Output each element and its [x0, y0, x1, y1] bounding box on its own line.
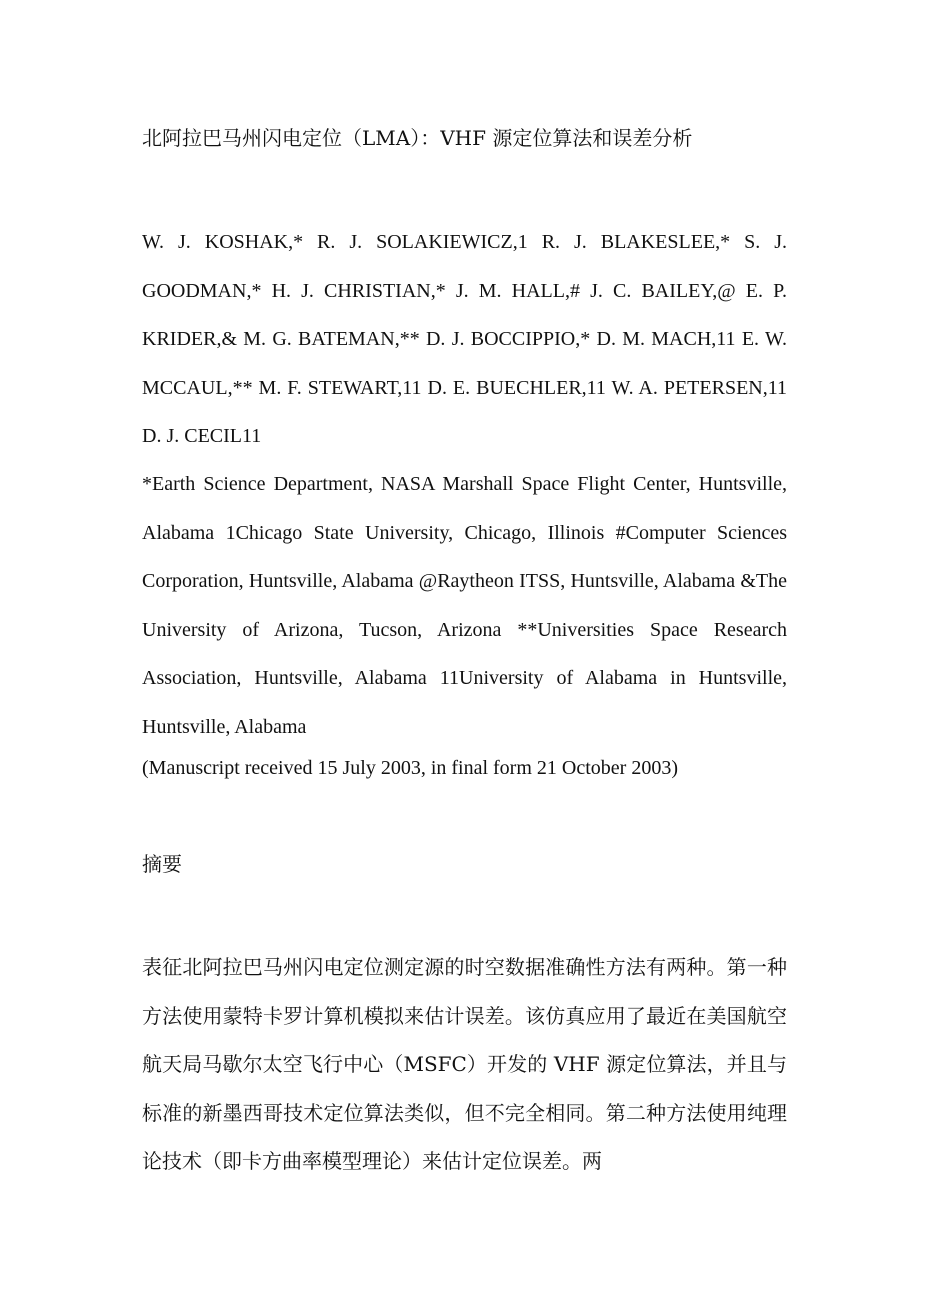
abstract-body: 表征北阿拉巴马州闪电定位测定源的时空数据准确性方法有两种。第一种方法使用蒙特卡罗计算机模拟来估计误差。该仿真应用了最近在美国航空航天局马歇尔太空飞行中心（MSFC）开发的 VHF 源定位算法，并且与标准的新墨西哥技术定位算法类似，但不完全相同。第二种方法使用纯理论技术（即卡方曲率模型理论）来估计定位误差。两	[142, 955, 787, 1173]
paper-title: 北阿拉巴马州闪电定位（LMA）：VHF 源定位算法和误差分析	[142, 126, 693, 150]
manuscript-received-note: (Manuscript received 15 July 2003, in final form 21 October 2003)	[142, 757, 678, 779]
abstract-heading: 摘要	[142, 852, 182, 876]
author-list: W. J. KOSHAK,* R. J. SOLAKIEWICZ,1 R. J. BLAKESLEE,* S. J. GOODMAN,* H. J. CHRISTIAN,* J. M. HALL,# J. C. BAILEY,@ E. P. KRIDER,& M. G. BATEMAN,** D. J. BOCCIPPIO,* D. M. MACH,11 E. W. MCCAUL,** M. F. STEWART,11 D. E. BUECHLER,11 W. A. PETERSEN,11 D. J. CECIL11	[142, 231, 787, 447]
affiliations: *Earth Science Department, NASA Marshall Space Flight Center, Huntsville, Alabama 1Chicago State University, Chicago, Illinois #Computer Sciences Corporation, Huntsville, Alabama @Raytheon ITSS, Huntsville, Alabama &The University of Arizona, Tucson, Arizona **Universities Space Research Association, Huntsville, Alabama 11University of Alabama in Huntsville, Huntsville, Alabama	[142, 473, 787, 738]
